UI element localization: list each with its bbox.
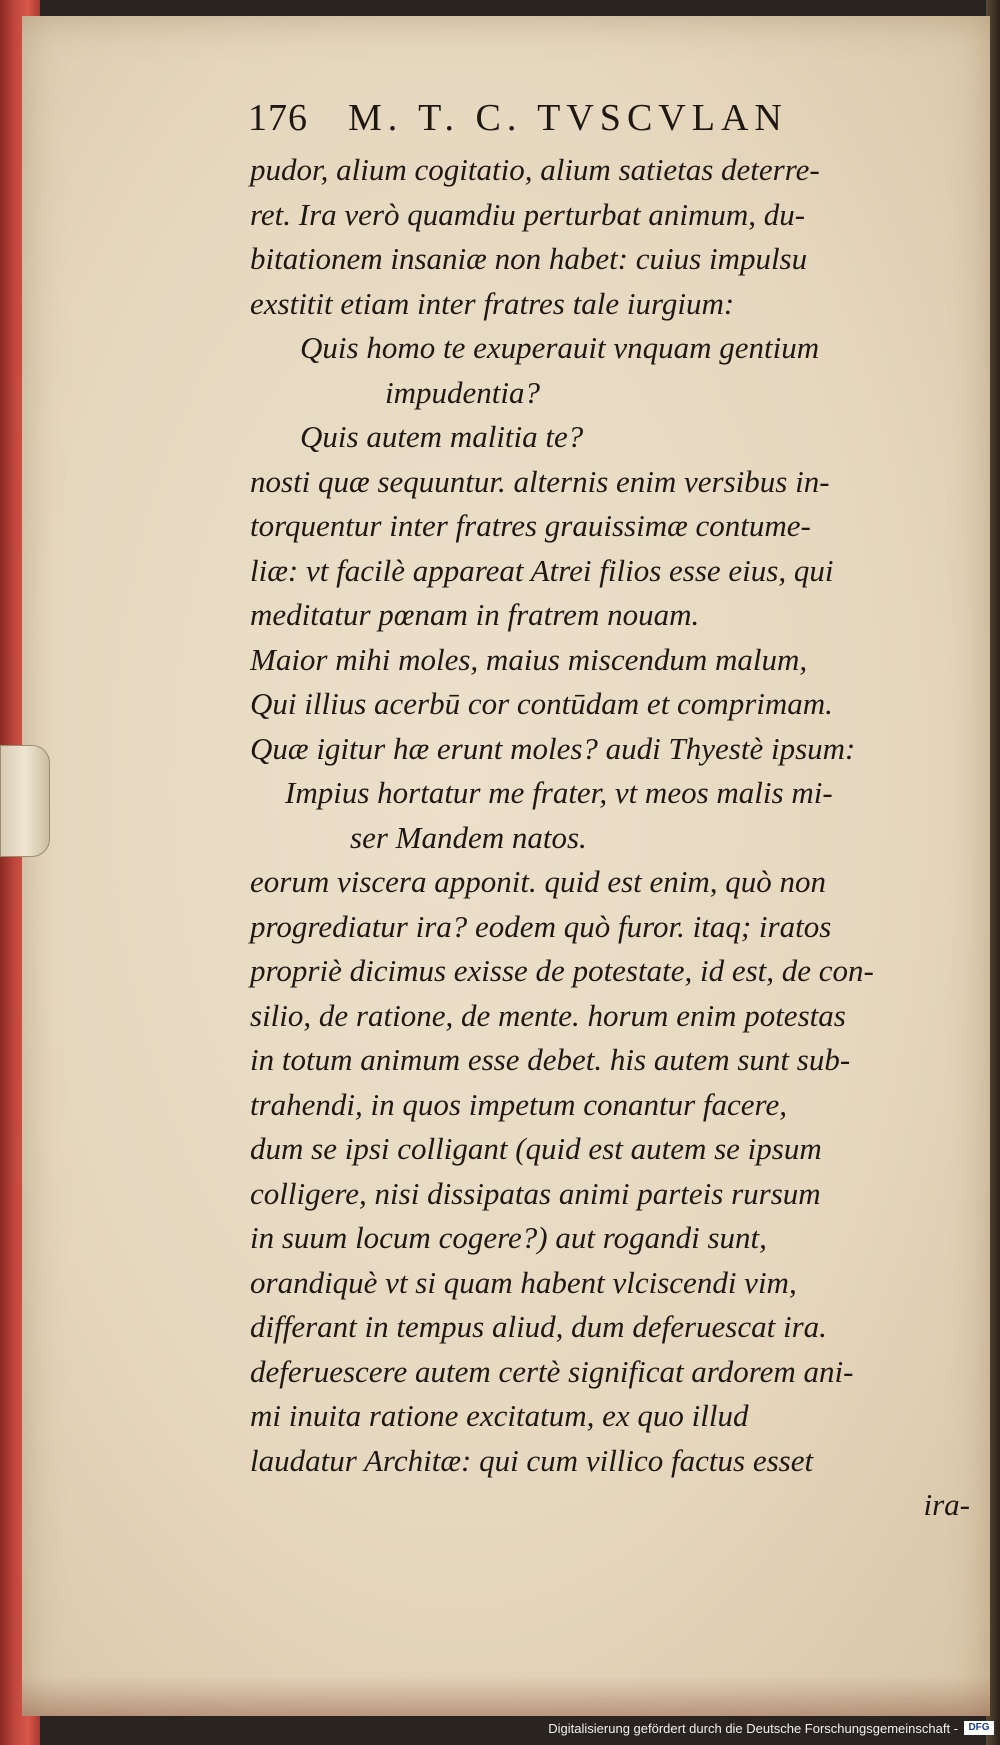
credit-text: Digitalisierung gefördert durch die Deutsche Forschungsgemeinschaft -	[548, 1720, 958, 1736]
text-line: bitationem insaniæ non habet: cuius impulsu	[250, 241, 808, 276]
text-line: pudor, alium cogitatio, alium satietas deterre-	[250, 152, 820, 187]
text-line: orandiquè vt si quam habent vlciscendi vim,	[250, 1264, 797, 1300]
text-line: deferuescere autem certè significat ardorem ani-	[250, 1353, 854, 1389]
text-line: nosti quæ sequuntur. alternis enim versibus in-	[250, 463, 830, 499]
text-line: dum se ipsi colligant (quid est autem se ipsum	[250, 1131, 822, 1166]
verse-line: ser Mandem natos.	[350, 819, 587, 855]
text-line: propriè dicimus exisse de potestate, id est, de con-	[250, 953, 874, 988]
text-line: laudatur Architæ: qui cum villico factus esset	[250, 1442, 814, 1478]
page-number: 176	[248, 97, 308, 139]
text-line: exstitit etiam inter fratres tale iurgium:	[250, 285, 735, 321]
catchword: ira-	[923, 1487, 970, 1522]
verse-line: Quis homo te exuperauit vnquam gentium	[300, 330, 820, 365]
text-line: in totum animum esse debet. his autem sunt sub-	[250, 1042, 851, 1077]
verse-line: impudentia?	[385, 374, 540, 410]
verse-line: Impius hortatur me frater, vt meos malis mi-	[285, 775, 833, 810]
text-line: silio, de ratione, de mente. horum enim potestas	[250, 997, 846, 1033]
text-line: progrediatur ira? eodem quò furor. itaq; iratos	[250, 908, 832, 944]
text-line: Quæ igitur hæ erunt moles? audi Thyestè ipsum:	[250, 730, 856, 766]
text-line: differant in tempus aliud, dum deferuescat ira.	[250, 1309, 827, 1344]
page-header	[248, 96, 948, 140]
verse-line: Qui illius acerbū cor contūdam et comprimam.	[250, 686, 833, 721]
text-line: torquentur inter fratres grauissimæ contume-	[250, 508, 811, 543]
text-line: eorum viscera apponit. quid est enim, quò non	[250, 864, 827, 899]
page-tab-marker	[0, 745, 50, 857]
running-title: M. T. C. TVSCVLAN	[348, 97, 788, 139]
page-body-text	[250, 148, 970, 1528]
verse-line: Quis autem malitia te?	[300, 419, 584, 454]
dfg-logo-icon: DFG	[964, 1721, 994, 1735]
text-line: in suum locum cogere?) aut rogandi sunt,	[250, 1220, 767, 1255]
text-line: colligere, nisi dissipatas animi parteis rursum	[250, 1175, 821, 1211]
text-line: meditatur pœnam in fratrem nouam.	[250, 597, 700, 632]
digitization-credit	[548, 1717, 994, 1739]
text-line: ret. Ira verò quamdiu perturbat animum, du-	[250, 196, 806, 232]
verse-line: Maior mihi moles, maius miscendum malum,	[250, 641, 808, 677]
text-line: mi inuita ratione excitatum, ex quo illud	[250, 1398, 749, 1433]
text-line: trahendi, in quos impetum conantur facere,	[250, 1086, 787, 1122]
text-line: liæ: vt facilè appareat Atrei filios esse eius, qui	[250, 552, 834, 588]
